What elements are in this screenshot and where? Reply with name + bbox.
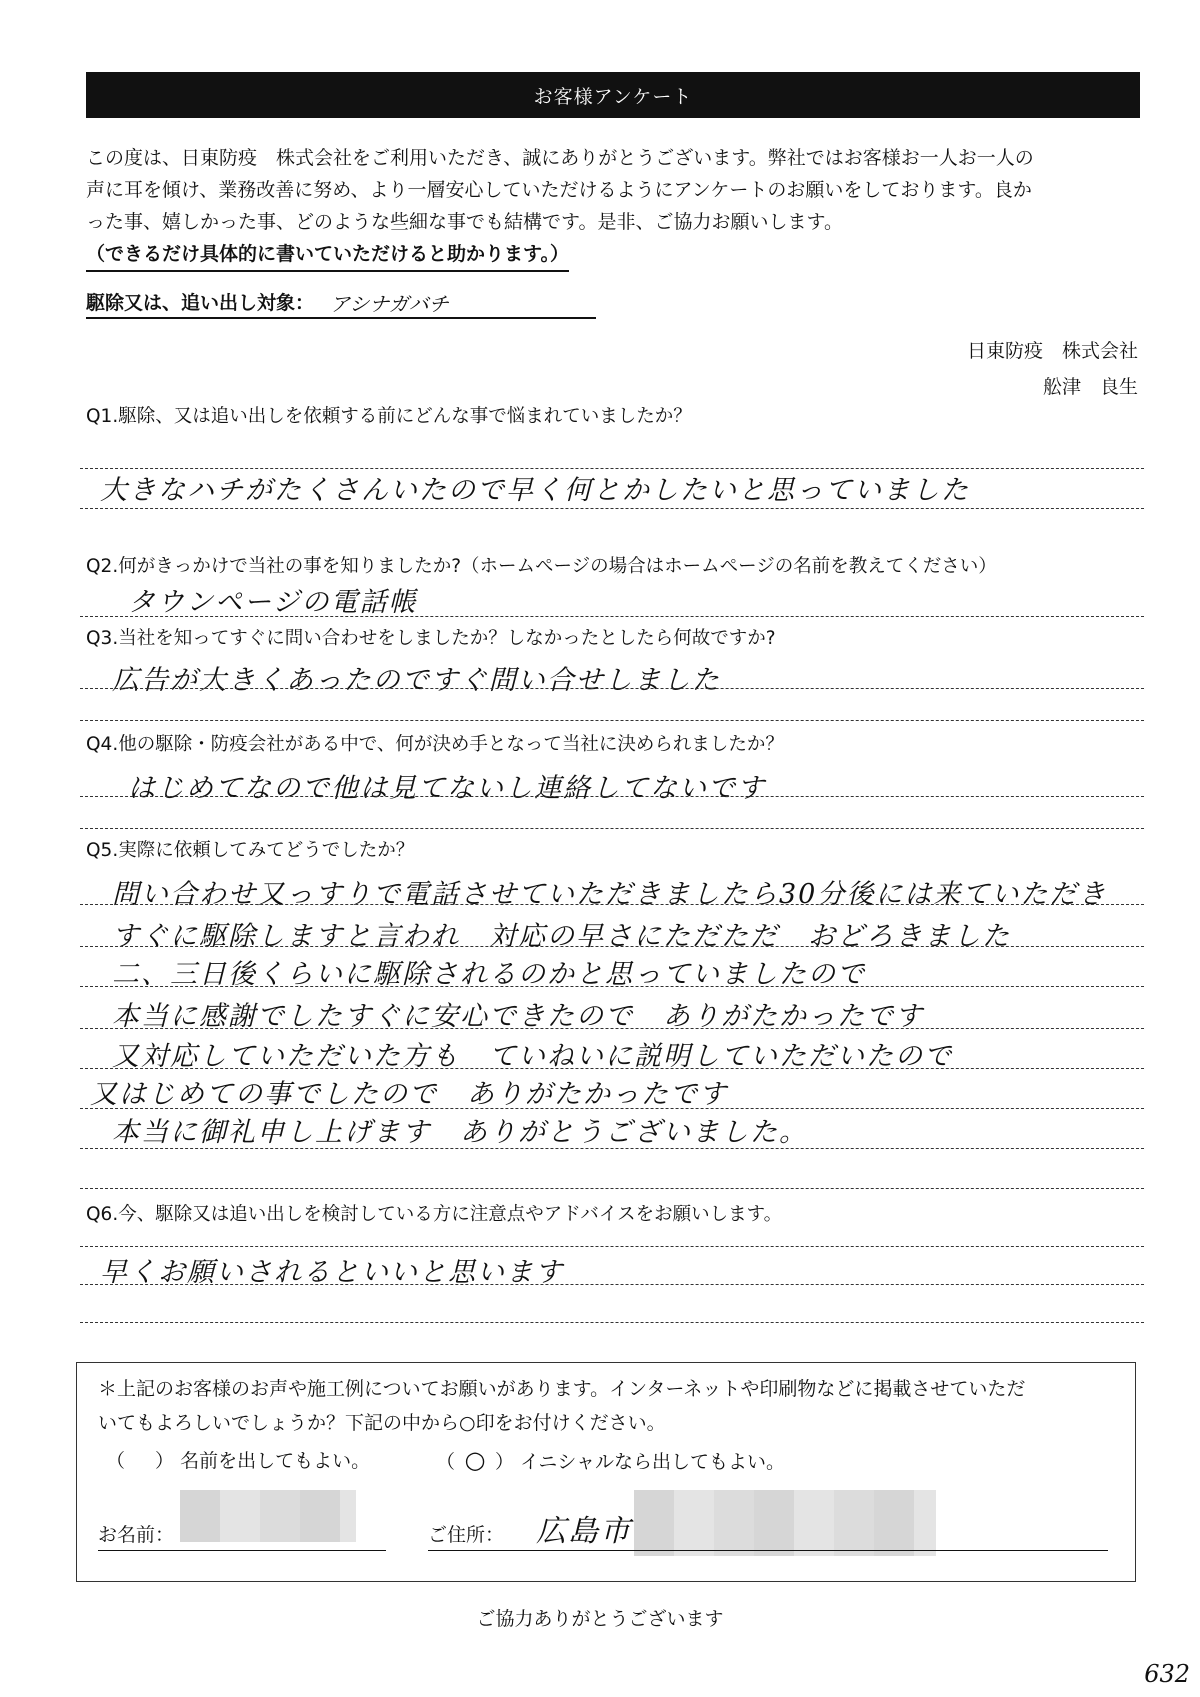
- answer-3: 広告が大きくあったのですぐ問い合せしました: [112, 665, 721, 696]
- answer-5-line-7: 本当に御礼申し上げます ありがとうございました。: [112, 1117, 808, 1148]
- target-underline: [86, 317, 596, 319]
- thank-you-footer: ご協力ありがとうございます: [476, 1608, 724, 1630]
- answer-line: [80, 1322, 1144, 1323]
- consent-line-1: ＊上記のお客様のお声や施工例についてお願いがあります。インターネットや印刷物などに掲載させていただ: [98, 1378, 1026, 1400]
- name-underline: [98, 1550, 386, 1551]
- answer-line: [80, 720, 1144, 721]
- answer-line: [80, 796, 1144, 797]
- answer-5-line-1: 問い合わせ又っすりで電話させていただきましたら30分後には来ていただき: [112, 879, 1108, 910]
- question-3: Q3.当社を知ってすぐに問い合わせをしましたか？しなかったとしたら何故ですか?: [86, 628, 776, 649]
- intro-line-3: った事、嬉しかった事、どのような些細な事でも結構です。是非、ご協力お願いします。: [86, 211, 843, 233]
- answer-line: [80, 946, 1144, 947]
- intro-text: [86, 142, 1146, 272]
- question-1: Q1.駆除、又は追い出しを依頼する前にどんな事で悩まれていましたか？: [86, 406, 692, 427]
- consent-line-2: いてもよろしいでしょうか？下記の中から○印をお付けください。: [98, 1412, 666, 1434]
- intro-line-1: この度は、日東防疫 株式会社をご利用いただき、誠にありがとうございます。弊社ではお客様お一人お一人の: [86, 147, 1034, 169]
- answer-line: [80, 1108, 1144, 1109]
- option-initial-row: （ ○ ） イニシャルなら出してもよい。: [436, 1446, 785, 1474]
- answer-5-line-2: すぐに駆除しますと言われ 対応の早さにただただ おどろきました: [112, 921, 1011, 952]
- address-value: 広島市: [536, 1514, 632, 1549]
- question-2: Q2.何がきっかけで当社の事を知りましたか?（ホームページの場合はホームページの名前を教えてください）: [86, 556, 997, 577]
- company-name: 日東防疫 株式会社: [966, 340, 1138, 362]
- address-label: ご住所：: [428, 1524, 505, 1546]
- answer-line: [80, 986, 1144, 987]
- target-value: アシナガバチ: [330, 292, 449, 316]
- option-initial-mark[interactable]: ○: [464, 1446, 486, 1474]
- answer-5-line-6: 又はじめての事でしたので ありがたかったです: [90, 1079, 728, 1110]
- question-5: Q5.実際に依頼してみてどうでしたか？: [86, 840, 415, 861]
- answer-5-line-5: 又対応していただいた方も ていねいに説明していただいたので: [112, 1041, 953, 1072]
- answer-line: [80, 904, 1144, 905]
- question-4: Q4.他の駆除・防疫会社がある中で、何が決め手となって当社に決められましたか？: [86, 734, 784, 755]
- answer-1: 大きなハチがたくさんいたので早く何とかしたいと思っていました: [100, 475, 970, 506]
- intro-note: （できるだけ具体的に書いていただけると助かります。）: [86, 238, 569, 272]
- option-name-label: 名前を出してもよい。: [180, 1450, 371, 1472]
- answer-line: [80, 1148, 1144, 1149]
- answer-line: [80, 616, 1144, 617]
- name-redacted: [180, 1490, 356, 1542]
- answer-6: 早くお願いされるといいと思います: [100, 1257, 564, 1288]
- answer-line: [80, 1028, 1144, 1029]
- consent-text: [98, 1372, 1128, 1440]
- option-name-row: （ ） 名前を出してもよい。: [106, 1450, 371, 1472]
- staff-name: 舩津 良生: [1042, 376, 1138, 398]
- answer-5-line-3: 二、三日後くらいに駆除されるのかと思っていましたので: [112, 959, 866, 990]
- survey-title: お客様アンケート: [533, 85, 693, 108]
- answer-line: [80, 1188, 1144, 1189]
- answer-line: [80, 1284, 1144, 1285]
- survey-title-bar: [86, 72, 1140, 118]
- answer-line: [80, 828, 1144, 829]
- answer-5-line-4: 本当に感謝でしたすぐに安心できたので ありがたかったです: [112, 1001, 924, 1032]
- question-6: Q6.今、駆除又は追い出しを検討している方に注意点やアドバイスをお願いします。: [86, 1204, 783, 1225]
- name-label: お名前：: [98, 1524, 175, 1546]
- answer-line: [80, 688, 1144, 689]
- intro-line-2: 声に耳を傾け、業務改善に努め、より一層安心していただけるようにアンケートのお願いをしております。良か: [86, 179, 1032, 201]
- option-initial-label: イニシャルなら出してもよい。: [520, 1451, 785, 1473]
- answer-line: [80, 1246, 1144, 1247]
- address-underline: [428, 1550, 1108, 1551]
- address-redacted: [634, 1490, 936, 1556]
- answer-line: [80, 508, 1144, 509]
- answer-line: [80, 1068, 1144, 1069]
- answer-2: タウンページの電話帳: [128, 587, 418, 618]
- page-number: 632: [1144, 1660, 1190, 1688]
- target-label: 駆除又は、追い出し対象：: [86, 292, 315, 314]
- answer-4: はじめてなので他は見てないし連絡してないです: [128, 773, 766, 804]
